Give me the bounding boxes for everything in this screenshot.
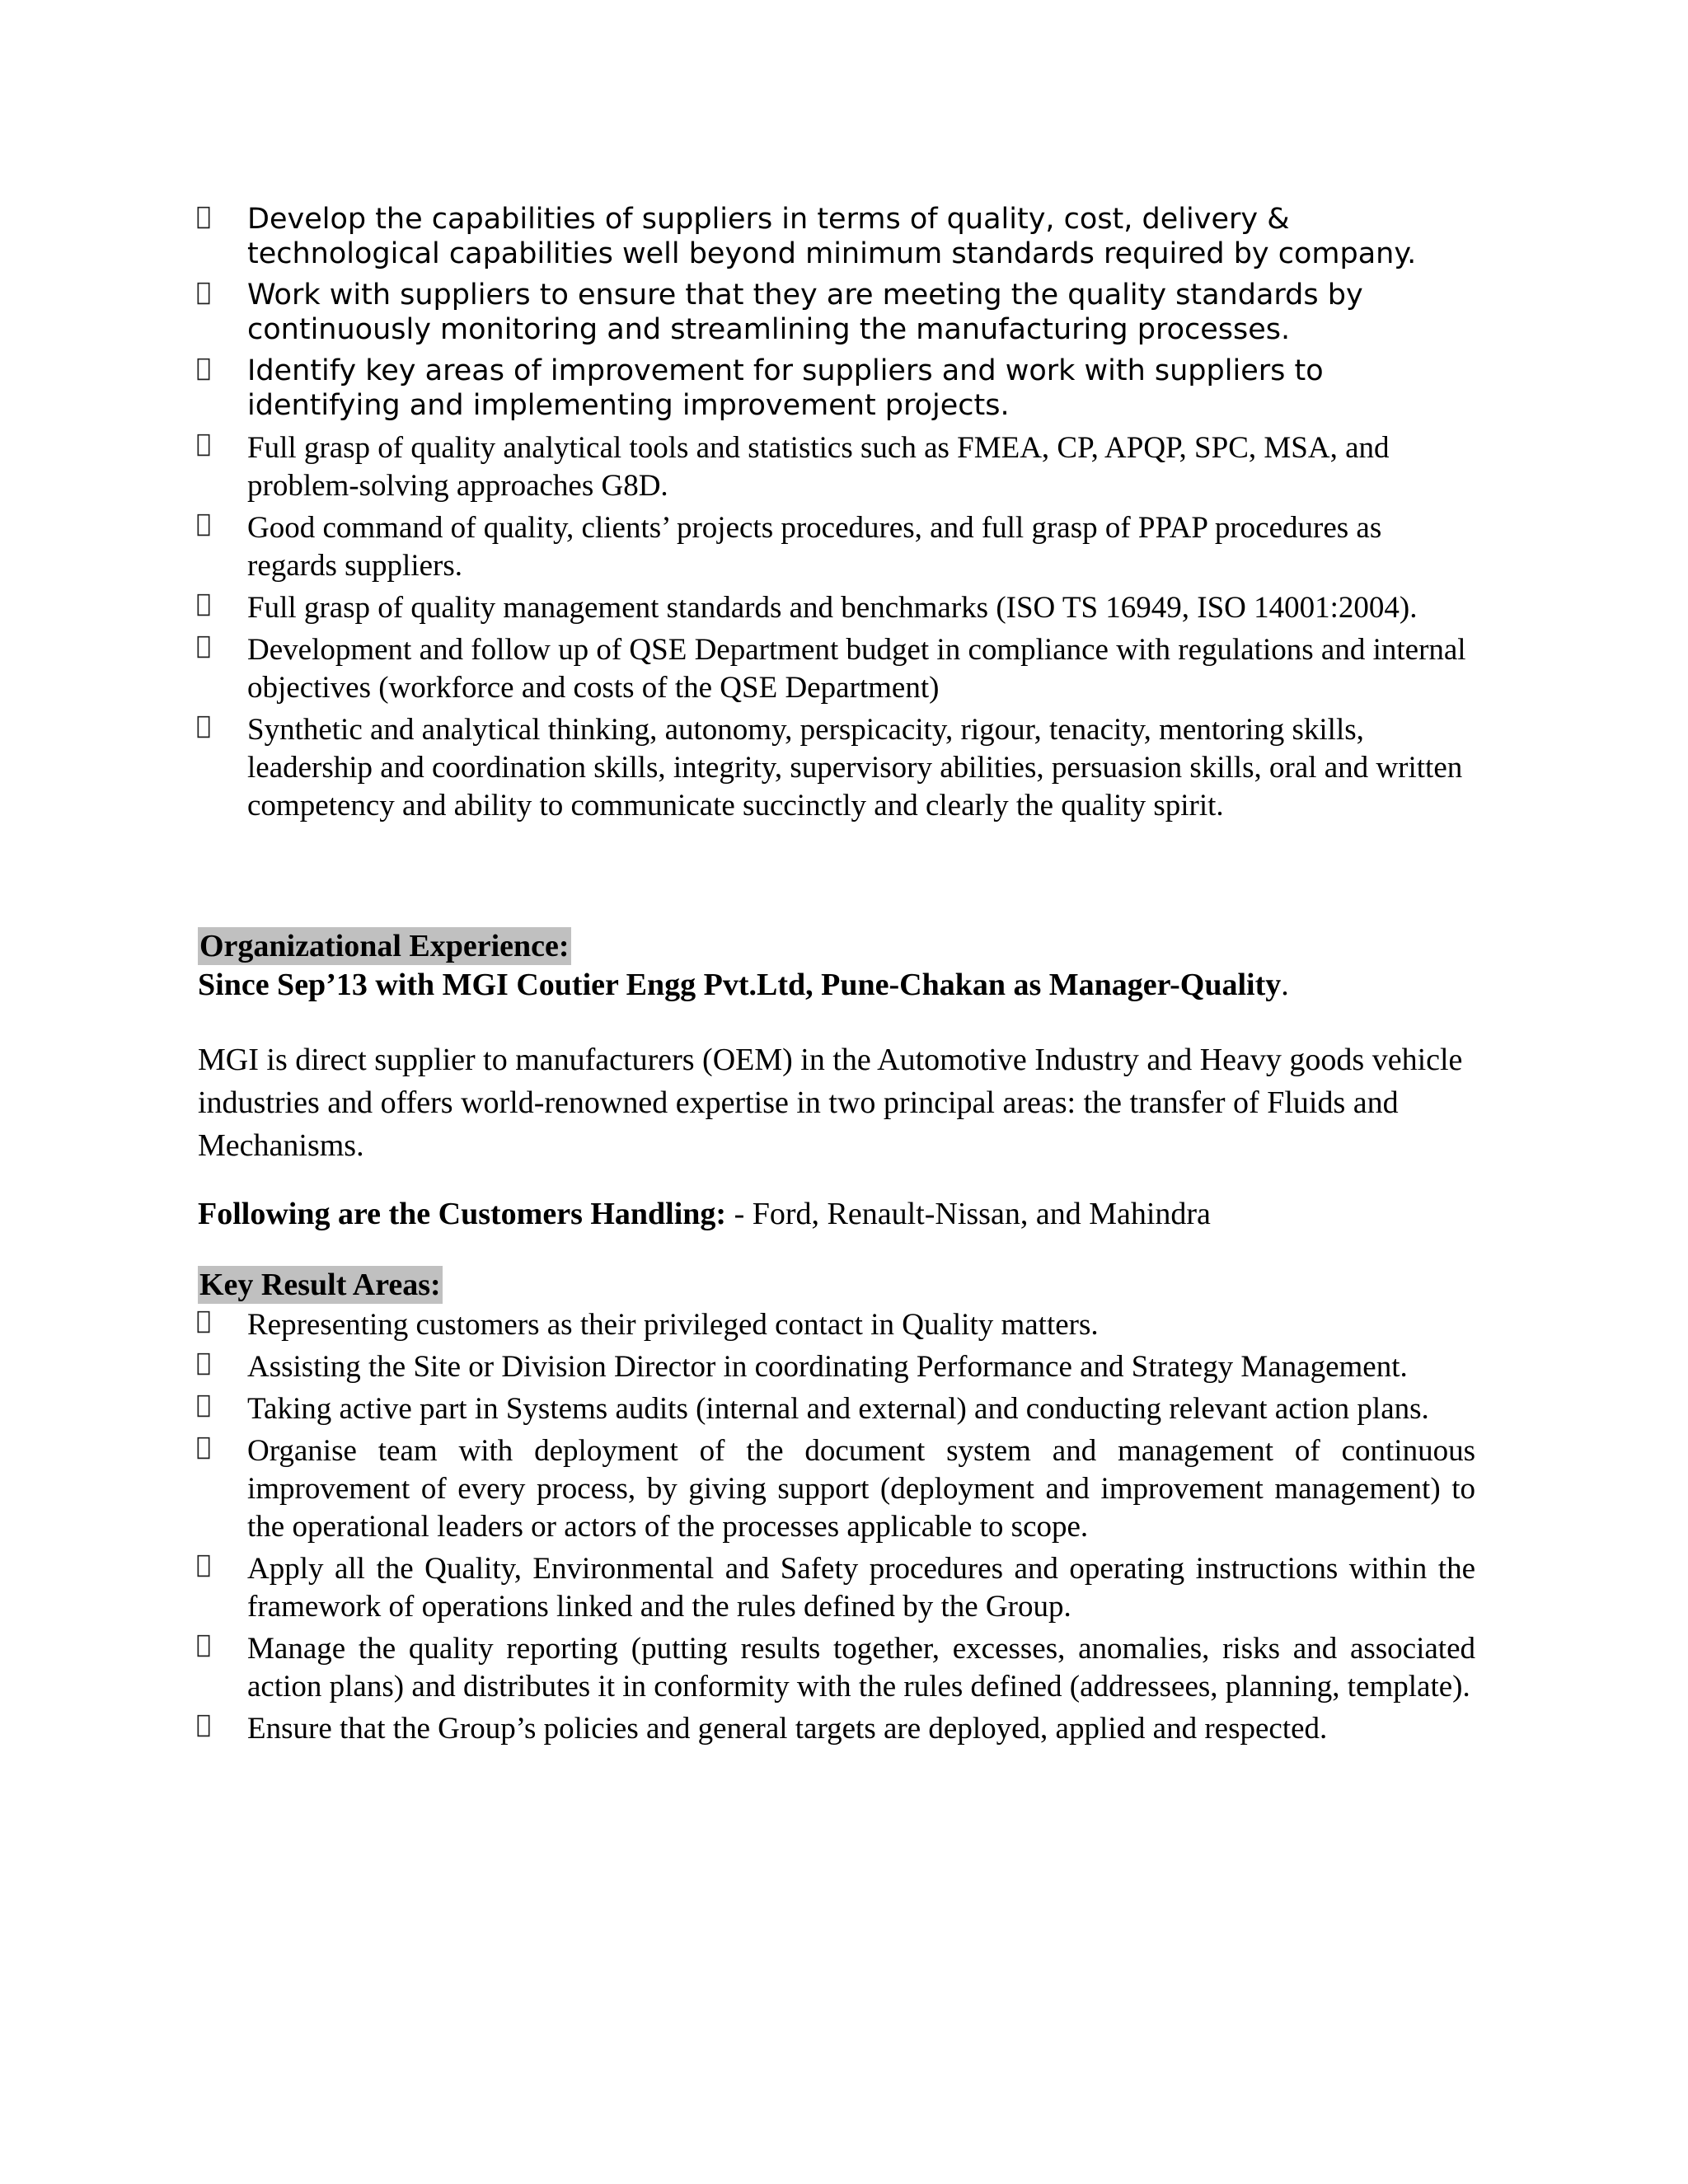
list-item-text: Manage the quality reporting (putting results together, excesses, anomalies, risks and associated action plans) and distributes it in conformity with the rules defined (addressees, planning, template). [247, 1632, 1475, 1704]
list-item [247, 631, 1475, 707]
list-item [247, 1306, 1475, 1344]
list-item [247, 589, 1475, 627]
bullet-icon [196, 278, 211, 307]
list-item-text: Work with suppliers to ensure that they are meeting the quality standards by continuously monitoring and streamlining the manufacturing processes. [247, 279, 1363, 346]
skills-bullet-list [247, 202, 1475, 829]
current-position-line [198, 966, 1484, 1004]
bullet-icon [196, 1432, 211, 1461]
list-item [247, 1390, 1475, 1428]
bullet-icon [196, 429, 211, 458]
bullet-icon [196, 711, 211, 740]
list-item [247, 429, 1475, 505]
list-item-text: Apply all the Quality, Environmental and Safety procedures and operating instructions within the framework of operations linked and the rules defined by the Group. [247, 1552, 1475, 1624]
list-item [247, 278, 1475, 347]
org-experience-heading: Organizational Experience: [199, 929, 570, 963]
list-item-text: Develop the capabilities of suppliers in terms of quality, cost, delivery & technological capabilities well beyond minimum standards required by company. [247, 203, 1417, 270]
list-item-text: Good command of quality, clients’ projects procedures, and full grasp of PPAP procedures as regards suppliers. [247, 511, 1382, 583]
list-item [247, 1348, 1475, 1386]
list-item-text: Identify key areas of improvement for suppliers and work with suppliers to identifying and implementing improvement projects. [247, 354, 1324, 422]
current-position: Since Sep’13 with MGI Coutier Engg Pvt.Ltd, Pune-Chakan as Manager-Quality [198, 968, 1282, 1002]
kra-heading: Key Result Areas: [199, 1268, 441, 1302]
bullet-icon [196, 202, 211, 231]
bullet-icon [196, 1630, 211, 1659]
list-item [247, 1550, 1475, 1626]
list-item-text: Development and follow up of QSE Department budget in compliance with regulations and internal objectives (workforce and costs of the QSE Department) [247, 633, 1466, 705]
bullet-icon [196, 589, 211, 618]
list-item-text: Organise team with deployment of the document system and management of continuous improvement of every process, by giving support (deployment and improvement management) to the operational leaders or actors of the processes applicable to scope. [247, 1434, 1475, 1544]
bullet-icon [196, 509, 211, 538]
list-item-text: Ensure that the Group’s policies and general targets are deployed, applied and respected. [247, 1712, 1328, 1746]
list-item [247, 1710, 1475, 1748]
list-item [247, 354, 1475, 423]
list-item-text: Assisting the Site or Division Director in coordinating Performance and Strategy Management. [247, 1350, 1408, 1384]
bullet-icon [196, 354, 211, 382]
list-item-text: Representing customers as their privileged contact in Quality matters. [247, 1308, 1099, 1342]
bullet-icon [196, 1390, 211, 1419]
customers-line [198, 1195, 1484, 1233]
customers-value: - Ford, Renault-Nissan, and Mahindra [726, 1197, 1211, 1231]
kra-bullet-list [247, 1306, 1475, 1752]
bullet-icon [196, 1306, 211, 1335]
company-description: MGI is direct supplier to manufacturers (OEM) in the Automotive Industry and Heavy goods vehicle industries and offers world-renowned expertise in two principal areas: the transfer of Fluids and Mechanisms. [198, 1043, 1463, 1163]
list-item-text: Taking active part in Systems audits (internal and external) and conducting relevant action plans. [247, 1392, 1429, 1426]
list-item [247, 1630, 1475, 1706]
bullet-icon [196, 631, 211, 660]
bullet-icon [196, 1550, 211, 1579]
list-item [247, 509, 1475, 585]
bullet-icon [196, 1710, 211, 1739]
customers-label: Following are the Customers Handling: [198, 1197, 727, 1231]
bullet-icon [196, 1348, 211, 1377]
current-position-period: . [1281, 968, 1289, 1002]
list-item-text: Full grasp of quality analytical tools and statistics such as FMEA, CP, APQP, SPC, MSA, and problem-solving approaches G8D. [247, 431, 1390, 503]
list-item [247, 1432, 1475, 1546]
list-item [247, 202, 1475, 271]
list-item-text: Full grasp of quality management standards and benchmarks (ISO TS 16949, ISO 14001:2004). [247, 591, 1418, 625]
list-item [247, 711, 1475, 825]
list-item-text: Synthetic and analytical thinking, autonomy, perspicacity, rigour, tenacity, mentoring skills, leadership and coordination skills, integrity, supervisory abilities, persuasion skills, oral and written competency and ability to communicate succinctly and clearly the quality spirit. [247, 713, 1463, 823]
